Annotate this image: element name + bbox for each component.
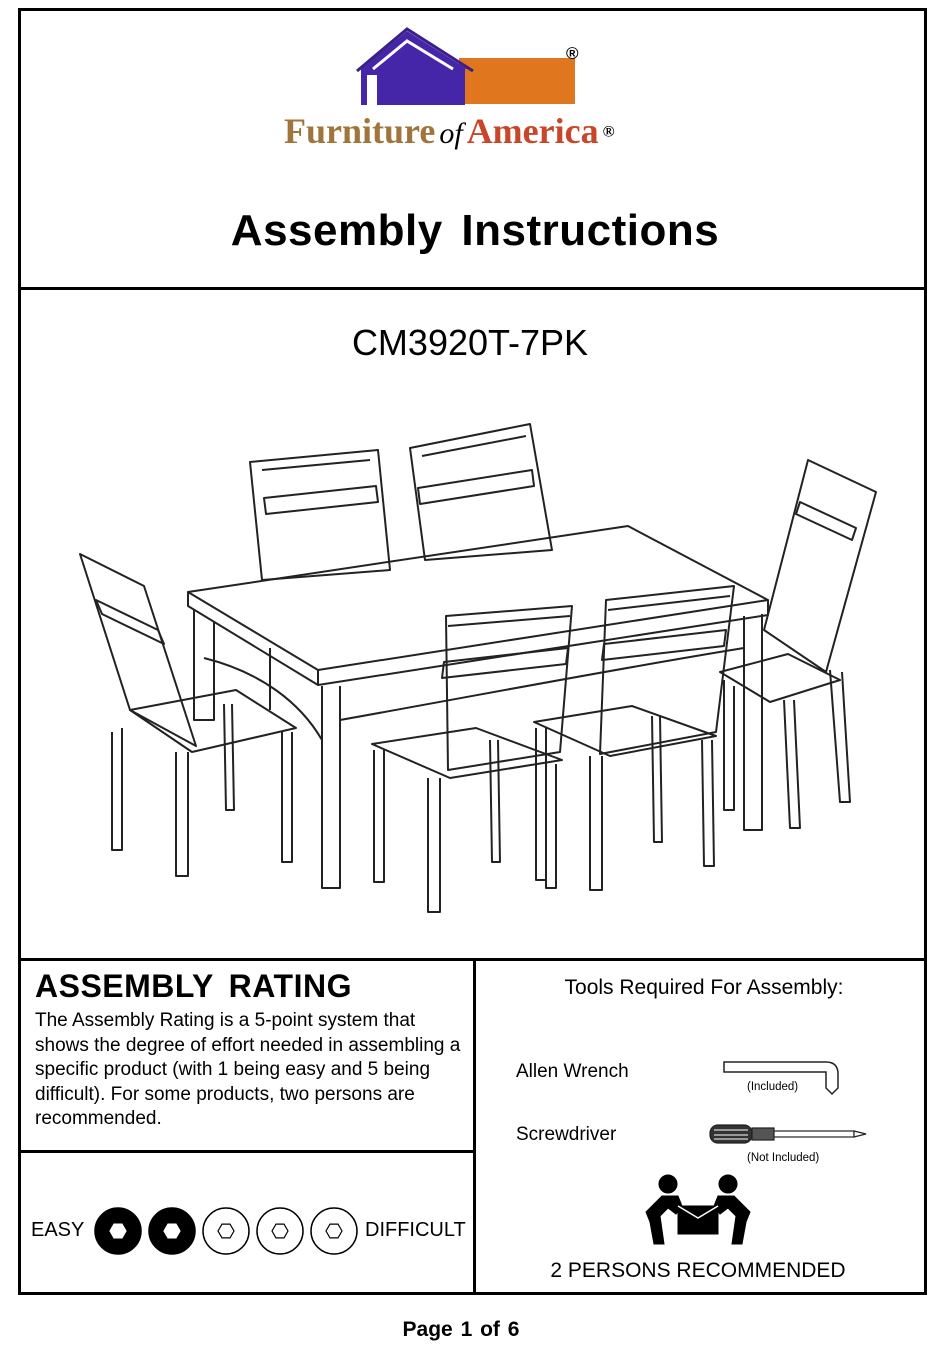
- brand-word-america: America: [466, 111, 599, 151]
- table-icon: [188, 526, 768, 888]
- screwdriver-icon: [708, 1122, 868, 1148]
- rating-easy-label: EASY: [31, 1219, 85, 1241]
- tool-name-allen-wrench: Allen Wrench: [516, 1061, 629, 1082]
- house-logo-icon: [355, 25, 595, 115]
- rating-circles: [92, 1203, 362, 1259]
- rating-circle-empty: [203, 1208, 249, 1254]
- rating-description: The Assembly Rating is a 5-point system that shows the degree of effort needed in assembling a specific product (with 1 being easy and 5 being difficult). For some products, two persons are recommended.: [35, 1010, 461, 1129]
- rating-circle-empty: [257, 1208, 303, 1254]
- brand-name: [284, 110, 615, 152]
- registered-mark-house: ®: [566, 44, 579, 63]
- chair-front-middle-icon: [372, 606, 572, 912]
- divider-header: [18, 287, 927, 290]
- page-title: Assembly Instructions: [230, 206, 720, 255]
- tool-note-screwdriver: (Not Included): [747, 1152, 820, 1164]
- chair-back-left-icon: [250, 450, 390, 580]
- rating-difficult-label: DIFFICULT: [365, 1219, 466, 1241]
- brand-word-furniture: Furniture: [284, 111, 436, 151]
- page-number: Page 1 of 6: [402, 1318, 520, 1341]
- rating-circle-filled: [149, 1208, 195, 1254]
- tools-heading: Tools Required For Assembly:: [564, 976, 844, 999]
- two-persons-lifting-icon: [638, 1172, 758, 1248]
- registered-mark-brand: ®: [602, 123, 615, 141]
- persons-recommended-label: 2 PERSONS RECOMMENDED: [550, 1259, 846, 1282]
- rating-heading: ASSEMBLY RATING: [35, 968, 352, 1004]
- brand-word-of: of: [439, 117, 463, 150]
- product-model: CM3920T-7PK: [351, 322, 589, 363]
- rating-circle-empty: [311, 1208, 357, 1254]
- divider-rating: [18, 1150, 476, 1153]
- tool-note-allen-wrench: (Included): [747, 1081, 799, 1093]
- rating-circle-filled: [95, 1208, 141, 1254]
- tool-name-screwdriver: Screwdriver: [516, 1124, 617, 1145]
- dining-set-illustration: [0, 410, 950, 970]
- divider-columns: [473, 958, 476, 1295]
